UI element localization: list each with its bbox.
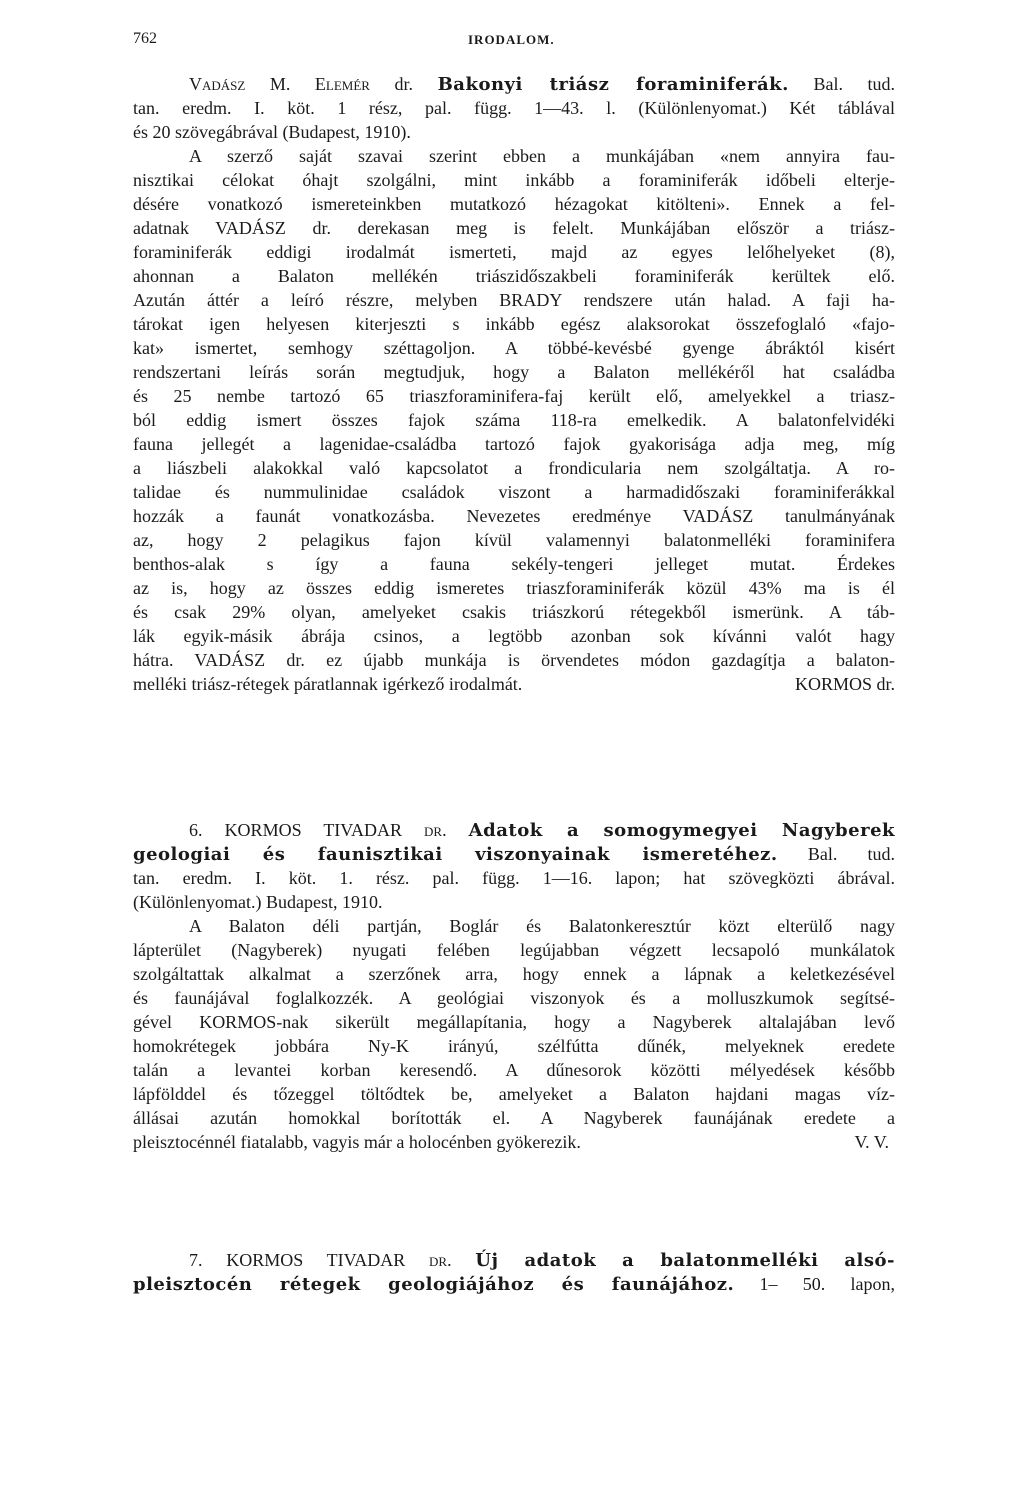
text-line: lápfölddel és tőzeggel töltődtek be, amelyeket a Balaton hajdani magas víz- — [133, 1084, 895, 1104]
review-signature: V. V. — [854, 1132, 889, 1152]
text-line: A Balaton déli partján, Boglár és Balatonkeresztúr közt elterülő nagy — [189, 916, 895, 936]
text-line: pleisztocénnél fiatalabb, vagyis már a holocénben gyökerezik. — [133, 1132, 581, 1152]
text-line: nisztikai célokat óhajt szolgálni, mint inkább a foraminiferák időbeli elterje- — [133, 170, 895, 190]
citation-heading-cont — [133, 842, 895, 866]
author-name: KORMOS TIVADAR dr. — [226, 1250, 452, 1270]
text-line: és faunájával foglalkozzék. A geológiai viszonyok és a molluszkumok segítsé- — [133, 988, 895, 1008]
book-title: Bakonyi triász foraminiferák. — [437, 74, 789, 95]
entry-number: 6. — [189, 820, 203, 840]
citation-cont: Bal. tud. — [777, 844, 895, 864]
text-line: az is, hogy az összes eddig ismeretes triaszforaminiferák közül 43% ma is él — [133, 578, 895, 598]
text-line: ahonnan a Balaton mellékén triászidőszakbeli foraminiferák kerültek elő. — [133, 266, 895, 286]
text-line: hozzák a faunát vonatkozásba. Nevezetes eredménye VADÁSZ tanulmányának — [133, 506, 895, 526]
text-line: tan. eredm. I. köt. 1. rész. pal. függ. 1—16. lapon; hat szövegközti ábrával. — [133, 868, 895, 888]
entry-number: 7. — [189, 1250, 203, 1270]
citation-heading: Vadász M. Elemér dr. Bakonyi triász foraminiferák. Bal. tud. — [189, 74, 895, 95]
text-line: talidae és nummulinidae családok viszont a harmadidőszaki foraminiferákkal — [133, 482, 895, 502]
review-body — [133, 96, 895, 696]
text-line: ból eddig ismert összes fajok száma 118-ra emelkedik. A balatonfelvidéki — [133, 410, 895, 430]
text-line: kat» ismertet, semhogy széttagoljon. A többé-kevésbé gyenge ábráktól kisért — [133, 338, 895, 358]
text-line: szolgáltattak alkalmat a szerzőnek arra, hogy ennek a lápnak a keletkezésével — [133, 964, 895, 984]
text-line: állásai azután homokkal borították el. A Nagyberek faunájának eredete a — [133, 1108, 895, 1128]
text-line: rendszertani leírás során megtudjuk, hogy a Balaton mellékéről hat családba — [133, 362, 895, 382]
text-line: tárokat igen helyesen kiterjeszti s inkább egész alaksorokat összefoglaló «fajo- — [133, 314, 895, 334]
text-line: lápterület (Nagyberek) nyugati felében legújabban végzett lecsapoló munkálatok — [133, 940, 895, 960]
text-line: és 20 szövegábrával (Budapest, 1910). — [133, 122, 411, 142]
citation-heading-cont — [133, 1272, 895, 1296]
review-signature: KORMOS dr. — [794, 674, 895, 694]
document-page — [133, 0, 895, 1500]
author-name: KORMOS TIVADAR dr. — [224, 820, 447, 840]
text-line: melléki triász-rétegek páratlannak igérkező irodalmát. — [133, 674, 523, 694]
text-line: homokrétegek jobbára Ny-K irányú, szélfútta dűnék, melyeknek eredete — [133, 1036, 895, 1056]
text-line: (Különlenyomat.) Budapest, 1910. — [133, 892, 383, 912]
section-title: IRODALOM. — [468, 32, 555, 47]
running-head — [133, 30, 895, 54]
text-line: fauna jellegét a lagenidae-családba tartozó fajok gyakorisága adja meg, míg — [133, 434, 895, 454]
text-line: Azután áttér a leíró részre, melyben BRADY rendszere után halad. A faji ha- — [133, 290, 895, 310]
text-line: adatnak VADÁSZ dr. derekasan meg is felelt. Munkájában először a triász- — [133, 218, 895, 238]
book-title-part2: geologiai és faunisztikai viszonyainak ismeretéhez. — [133, 844, 778, 865]
review-entry-vadasz — [133, 72, 895, 696]
text-line: gével KORMOS-nak sikerült megállapítania, hogy a Nagyberek altalajában levő — [133, 1012, 895, 1032]
citation-cont: 1– 50. lapon, — [734, 1274, 895, 1294]
page-number: 762 — [133, 30, 157, 47]
text-line: és 25 nembe tartozó 65 triaszforaminifera-faj került elő, amelyekkel a triasz- — [133, 386, 895, 406]
review-entry-7 — [133, 1248, 895, 1296]
book-title-part1: Új adatok a balatonmelléki alsó- — [475, 1250, 895, 1271]
text-line: tan. eredm. I. köt. 1 rész, pal. függ. 1—43. l. (Különlenyomat.) Két táblával — [133, 98, 895, 118]
citation-heading — [133, 818, 895, 842]
review-body — [133, 866, 895, 1154]
text-line: a liászbeli alakokkal való kapcsolatot a frondicularia nem szolgáltatja. A ro- — [133, 458, 895, 478]
text-line: benthos-alak s így a fauna sekély-tengeri jelleget mutat. Érdekes — [133, 554, 895, 574]
author-name: Vadász M. Elemér — [189, 74, 370, 94]
text-line: lák egyik-másik ábrája csinos, a legtöbb azonban sok kívánni valót hagy — [133, 626, 895, 646]
book-title-part2: pleisztocén rétegek geologiájához és faunájához. — [133, 1274, 735, 1295]
review-entry-6 — [133, 818, 895, 1154]
text-line: désére vonatkozó ismereteinkben mutatkozó hézagokat kitölteni». Ennek a fel- — [133, 194, 895, 214]
text-line: az, hogy 2 pelagikus fajon kívül valamennyi balatonmelléki foraminifera — [133, 530, 895, 550]
citation-heading — [133, 1248, 895, 1272]
book-title-part1: Adatok a somogymegyei Nagyberek — [468, 820, 895, 841]
text-line: talán a levantei korban keresendő. A dűnesorok közötti mélyedések később — [133, 1060, 895, 1080]
text-line: A szerző saját szavai szerint ebben a munkájában «nem annyira fau- — [189, 146, 895, 166]
text-line: és csak 29% olyan, amelyeket csakis triászkorú rétegekből ismerünk. A táb- — [133, 602, 895, 622]
text-line: foraminiferák eddigi irodalmát ismerteti, majd az egyes lelőhelyeket (8), — [133, 242, 895, 262]
text-line: hátra. VADÁSZ dr. ez újabb munkája is örvendetes módon gazdagítja a balaton- — [133, 650, 895, 670]
